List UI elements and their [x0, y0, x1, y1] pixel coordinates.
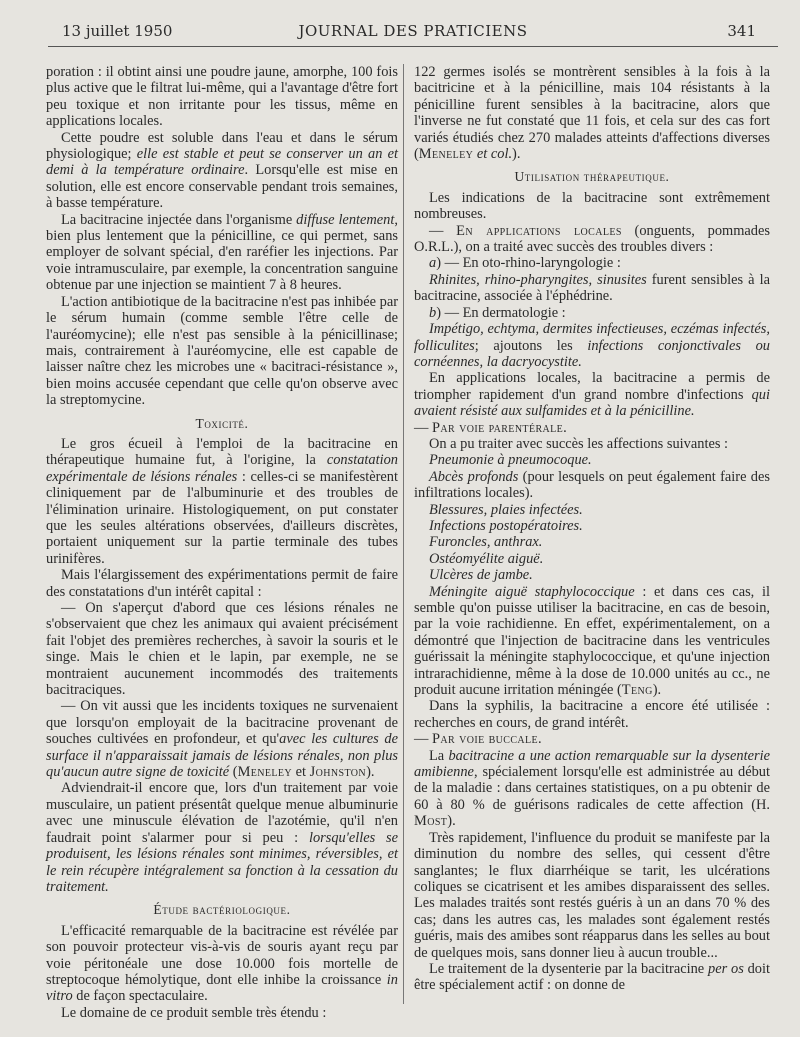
list-item — [414, 502, 770, 518]
text-run: Par voie buccale. — [432, 731, 543, 748]
text-run: — — [429, 222, 457, 239]
text-run: Le traitement de la dysenterie par la bacitracine — [429, 960, 708, 977]
text-run: de façon spectaculaire. — [72, 988, 208, 1005]
text-run: L'action antibiotique de la bacitracine n'est pas inhibée par le sérum humain (comme semble l'être celle de l'auréomycine); elle n'est pas sensible à la pénicillinase; mais, contrairement à l'auréomycine, elle est capable de laisser naître chez les microbes une « bacitraci-résistance », bien moins accusée cependant que celle qu'on observe avec la streptomycine. — [46, 293, 398, 409]
list-item — [414, 584, 770, 699]
text-run: Pneumonie à pneumocoque. — [429, 452, 592, 469]
text-run: Dans la syphilis, la bacitracine a encore été utilisée : recherches en cours, de grand intérêt. — [414, 698, 770, 731]
paragraph — [46, 212, 398, 294]
text-run: Most — [414, 813, 448, 830]
page-number: 341 — [727, 22, 756, 40]
text-run: b — [429, 304, 437, 321]
page-header — [48, 20, 778, 47]
paragraph — [46, 130, 398, 212]
paragraph — [46, 923, 398, 1005]
text-run: (onguents, pommades O.R.L.), on a traité avec succès des troubles divers : — [414, 222, 770, 256]
text-run: 122 germes isolés se montrèrent sensibles à la fois à la bacitricine et à la pénicilline, mais 104 résistants à la pénicilline furent sensibles à la bacitracine, alors que l'inverse ne fut constaté que 11 fois, et cela sur des cas fort variés étudiés chez 270 malades atteints d'affections diverses ( — [414, 64, 770, 163]
paragraph — [414, 436, 770, 452]
list-item — [414, 452, 770, 468]
paragraph — [414, 748, 770, 830]
list-item — [414, 534, 770, 550]
text-run: Abcès profonds — [429, 468, 519, 485]
text-run: En applications locales — [456, 222, 622, 239]
text-run: Mais l'élargissement des expérimentations permit de faire des constatations d'un intérêt capital : — [46, 567, 398, 600]
text-run: furent sensibles à la bacitracine, associée à l'éphédrine. — [414, 271, 770, 305]
header-date: 13 juillet 1950 — [62, 22, 173, 40]
text-run: Méningite aiguë staphylococcique — [429, 583, 635, 600]
list-item — [414, 469, 770, 502]
left-column — [46, 64, 398, 1021]
text-run: Meneley — [418, 146, 474, 163]
paragraph — [46, 64, 398, 130]
text-run: Par voie parentérale. — [432, 419, 568, 436]
text-run: L'efficacité remarquable de la bacitracine est révélée par son pouvoir protecteur vis-à-vis de souris ayant reçu par voie péritonéale une dose 10.000 fois mortelle de streptocoque hémolytique, dont elle inhibe la croissance — [46, 922, 398, 988]
paragraph — [414, 961, 770, 994]
text-run: Infections postopératoires. — [429, 517, 583, 534]
text-run: Johnston — [309, 764, 367, 781]
text-run: (pour lesquels on peut également faire des infiltrations locales). — [414, 468, 770, 502]
text-run: On a pu traiter avec succès les affections suivantes : — [429, 435, 729, 452]
paragraph — [46, 600, 398, 698]
text-run: Le gros écueil à l'emploi de la bacitracine en thérapeutique humaine fut, à l'origine, la — [46, 435, 398, 469]
text-run: poration : il obtint ainsi une poudre jaune, amorphe, 100 fois plus active que le filtrat lui-même, qui a l'avantage d'être fort peu toxique et non irritante pour les tissus, même en applications locales. — [46, 64, 398, 130]
text-run: ) — En dermatologie : — [436, 304, 566, 321]
text-run: per os — [708, 960, 744, 977]
text-run: Furoncles, anthrax. — [429, 534, 543, 551]
paragraph — [46, 567, 398, 600]
text-run: Impétigo, echtyma, dermites infectieuses, eczémas infectés, folliculites — [414, 321, 770, 354]
text-run: . Lorsqu'elle est mise en solution, elle est encore conservable pendant trois semaines, à basse température. — [46, 162, 399, 212]
text-run: ). — [512, 146, 521, 163]
text-run: , spécialement lorsqu'elle est administrée au début de la maladie : dans certaines statistiques, on a pu obtenir de 60 à 80 % de guérisons radicales de cette affection (H. — [414, 764, 770, 813]
text-run: avec les cultures de surface il n'apparaissait jamais de lésions rénales, non plus qu'aucun autre signe de toxicité — [46, 731, 399, 781]
text-run: elle est stable et peut se conserver un an et demi à la température ordinaire — [46, 146, 399, 179]
text-run: et — [292, 764, 310, 781]
text-run: infections conjonctivales ou cornéennes, la dacryocystite. — [414, 337, 770, 370]
text-run: diffuse lentement — [296, 211, 395, 228]
paragraph — [414, 223, 770, 256]
text-run: in vitro — [46, 971, 398, 1005]
text-run: Très rapidement, l'influence du produit se manifeste par la diminution du nombre des selles, qui cessent d'être sanglantes; le flux diarrhéique se tarit, les ulcérations coliques se cicatrisent et les amibes disparaissent des selles. Les malades traités sont restés guéris à un an dans 70 % des cas; dans les autres cas, les malades sont également restés guéris, mais des amibes sont réapparus dans les selles au bout de quelques mois, sans donner lieu à aucun trouble... — [414, 829, 770, 961]
right-column — [414, 64, 770, 994]
section-heading-utilisation: Utilisation thérapeutique. — [514, 169, 670, 185]
text-run: Le domaine de ce produit semble très étendu : — [61, 1004, 327, 1021]
text-run: ). — [652, 682, 662, 699]
subsection-heading — [414, 731, 770, 747]
paragraph — [46, 294, 398, 409]
text-run: Meneley — [237, 764, 293, 781]
paragraph — [46, 698, 398, 780]
paragraph — [46, 436, 398, 567]
paragraph — [414, 370, 770, 419]
text-run: Adviendrait-il encore que, lors d'un traitement par voie musculaire, un patient présentât quelque menue albuminurie avec une minuscule élévation de l'azotémie, qu'il n'en faudrait point s'alarmer pour si peu : — [46, 780, 398, 846]
section-heading-toxicite: Toxicité. — [195, 415, 249, 431]
text-run: La — [429, 747, 449, 764]
paragraph — [414, 272, 770, 305]
journal-title: JOURNAL DES PRATICIENS — [298, 22, 528, 40]
text-run: Ostéomyélite aiguë. — [429, 550, 544, 567]
text-run: Rhinites, rhino-pharyngites, sinusites — [429, 271, 647, 288]
text-run: ) — En oto-rhino-laryngologie : — [436, 255, 621, 272]
text-run: doit être spécialement actif : on donne de — [414, 960, 770, 994]
list-item — [414, 567, 770, 583]
text-run: — On s'aperçut d'abord que ces lésions rénales ne s'observaient que chez les animaux qui avaient précisément fait l'objet des premières recherches, à savoir la souris et le singe. Mais le chien et le lapin, par exemple, ne se montraient aucunement incommodés des traitements bacitraciques. — [46, 600, 398, 699]
text-run: Cette poudre est soluble dans l'eau et dans le sérum physiologique; — [46, 129, 398, 163]
text-run: constatation expérimentale de lésions rénales — [46, 452, 398, 485]
list-item — [414, 551, 770, 567]
text-run: Les indications de la bacitracine sont extrêmement nombreuses. — [414, 189, 770, 223]
section-heading-etude: Étude bactériologique. — [153, 902, 291, 918]
text-run: — — [414, 731, 432, 748]
text-run: ). — [366, 764, 375, 781]
paragraph — [46, 1005, 398, 1021]
list-item — [414, 518, 770, 534]
paragraph — [414, 321, 770, 370]
text-run: lorsqu'elles se produisent, les lésions rénales sont minimes, réversibles, et le rein récupère intégralement sa fonction à la cessation du traitement. — [46, 829, 398, 895]
text-run: et col. — [473, 146, 513, 163]
text-run: — On vit aussi que les incidents toxiques ne survenaient que lorsqu'on employait de la bacitracine provenant de souches cultivées en profondeur, et qu' — [46, 698, 398, 748]
column-divider — [403, 64, 404, 1004]
text-run: ). — [447, 813, 456, 830]
text-run: : et dans ces cas, il semble qu'on puisse utiliser la bacitracine, en cas de besoin, par la voie rachidienne. En effet, expérimentalement, on a démontré que l'injection de bacitracine dans les ventricules guérissait la méningite staphylococcique, et qu'une injection intrarachidienne, même à la dose de 10.000 unités au cc., ne produit aucune irritation méningée ( — [414, 583, 770, 699]
text-run: La bacitracine injectée dans l'organisme — [61, 211, 297, 228]
text-run: En applications locales, la bacitracine a permis de triompher rapidement d'un grand nombre d'infections — [414, 370, 770, 403]
paragraph — [414, 830, 770, 961]
subsection-heading — [414, 420, 770, 436]
paragraph — [414, 255, 770, 271]
text-run: : celles-ci se manifestèrent cliniquement par de l'albuminurie et des troubles de l'élimination urinaire. Histologiquement, on put constater que les seules altérations observées, d'ailleurs discrètes, portaient uniquement sur la partie terminale des tubes urinifères. — [46, 468, 399, 567]
text-run: Teng — [621, 682, 653, 699]
text-run: ; ajoutons les — [474, 337, 588, 354]
paragraph — [414, 698, 770, 731]
text-run: Ulcères de jambe. — [429, 567, 533, 584]
text-run: Blessures, plaies infectées. — [429, 501, 583, 518]
text-run: qui avaient résisté aux sulfamides et à la pénicilline. — [414, 386, 770, 420]
paragraph — [46, 780, 398, 895]
text-run: , bien plus lentement que la pénicilline, ce qui permet, sans employer de solvant spécial, d'en raréfier les injections. Par voie intramusculaire, par exemple, la concentration sanguine obtenue par une injection se maintient 7 à 8 heures. — [46, 211, 398, 294]
text-run: bacitracine a une action remarquable sur la dysenterie amibienne — [414, 747, 770, 781]
paragraph — [414, 305, 770, 321]
paragraph — [414, 64, 770, 162]
text-run: — — [414, 419, 432, 436]
text-run: ( — [229, 764, 238, 781]
text-run: a — [429, 255, 437, 272]
paragraph — [414, 190, 770, 223]
